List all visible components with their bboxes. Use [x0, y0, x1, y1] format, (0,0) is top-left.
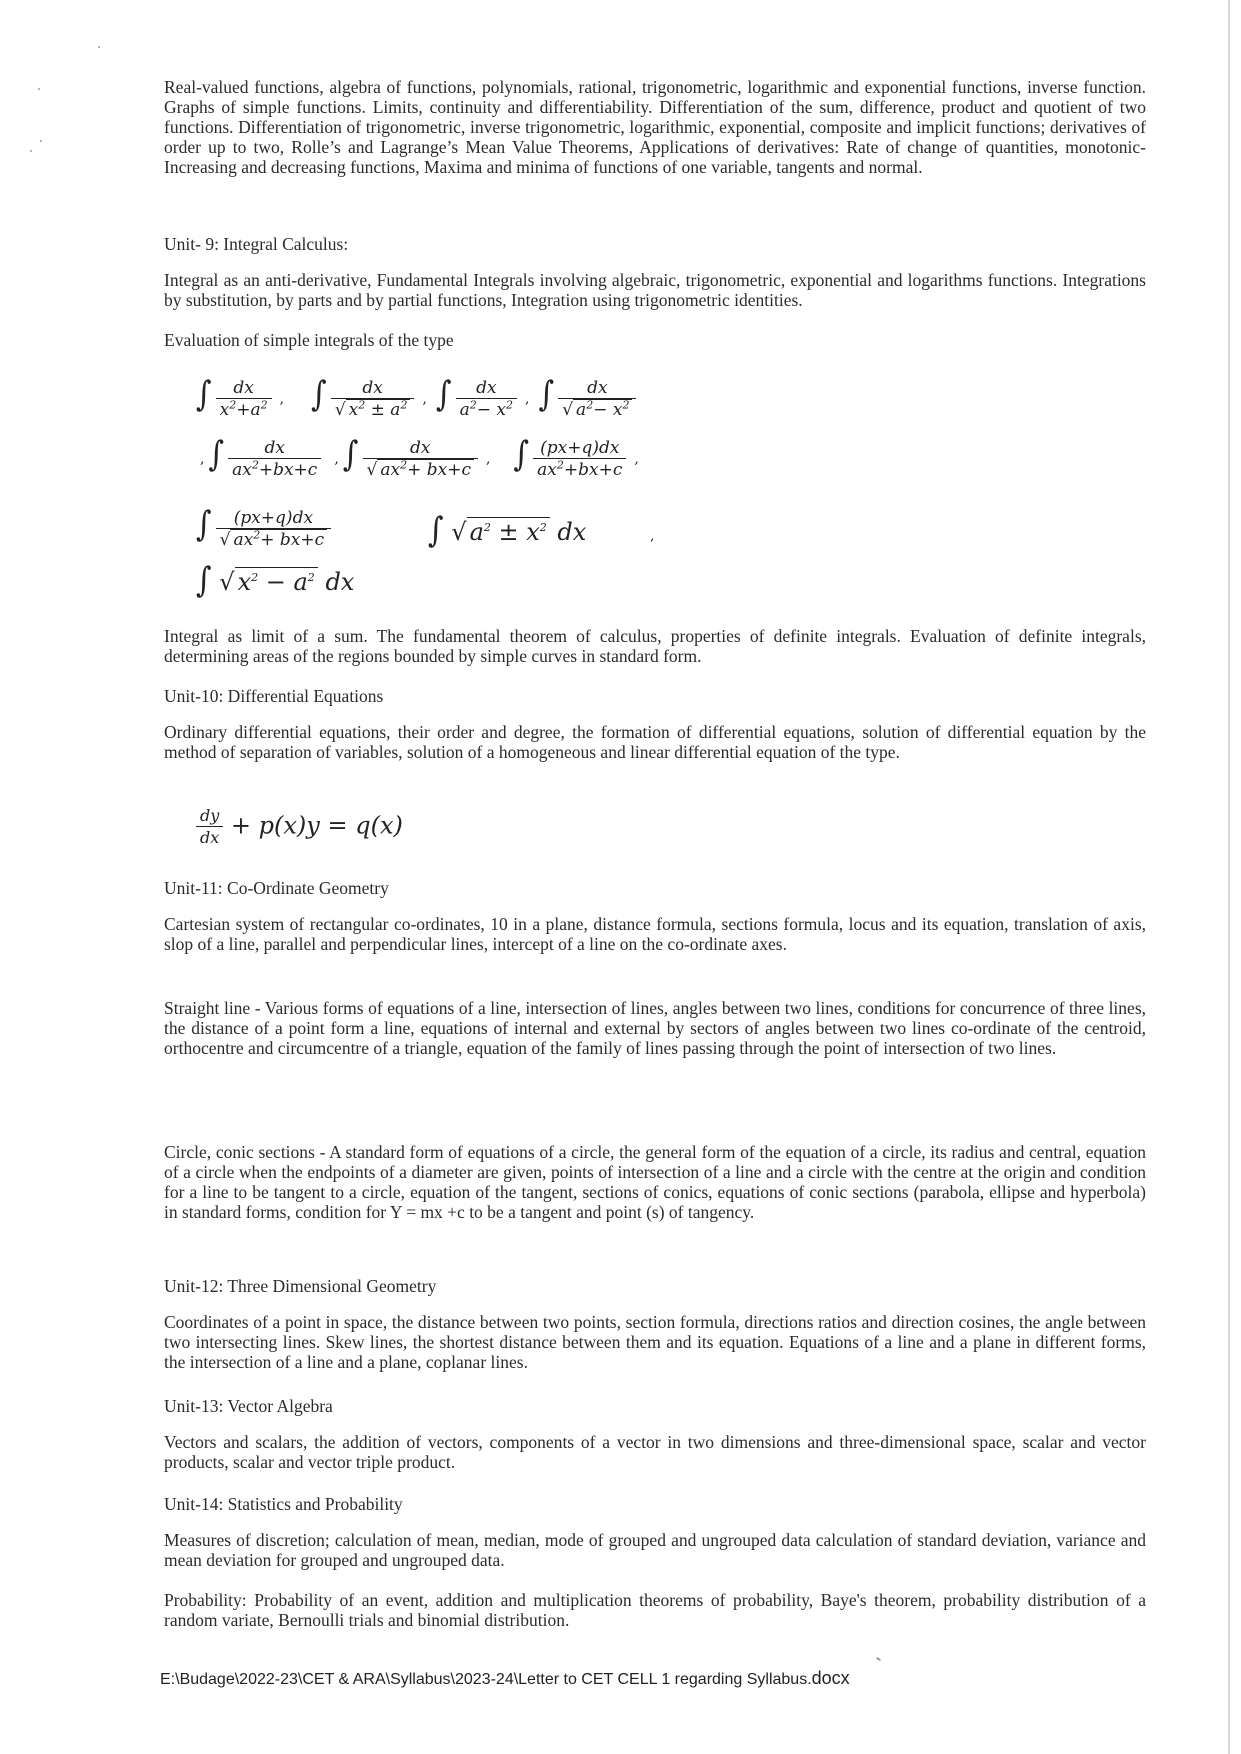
heading-unit-14: Unit-14: Statistics and Probability [164, 1494, 403, 1514]
paragraph-definite-integrals: Integral as limit of a sum. The fundamental theorem of calculus, properties of definite integrals. Evaluation of definite integrals, determining areas of the regions bounded by simple curves in standard form. [164, 626, 1146, 666]
paragraph-straight-line: Straight line - Various forms of equations of a line, intersection of lines, angles between two lines, conditions for concurrence of three lines, the distance of a point form a line, equations of internal and external by sectors of angles between two lines co-ordinate of the centroid, orthocentre and circumcentre of a triangle, equation of the family of lines passing through the point of intersection of two lines. [164, 998, 1146, 1058]
heading-unit-11: Unit-11: Co-Ordinate Geometry [164, 878, 389, 898]
heading-unit-9: Unit- 9: Integral Calculus: [164, 234, 349, 254]
paragraph-probability: Probability: Probability of an event, addition and multiplication theorems of probability, Baye's theorem, probability distribution of a random variate, Bernoulli trials and binomial distribution. [164, 1590, 1146, 1630]
paragraph-cartesian-system: Cartesian system of rectangular co-ordinates, 10 in a plane, distance formula, sections formula, locus and its equation, translation of axis, slop of a line, parallel and perpendicular lines, intercept of a line on the co-ordinate axes. [164, 914, 1146, 954]
integral-sqrt-x2-minus-a2: ∫ √ $x^2 - a^2$ dx [196, 560, 355, 601]
integral-formulas-row-1: ∫ $\frac{dx}{x^2+a^2}$ , ∫ $\frac{dx}{√ x^2 \pm a^2}$ , ∫ $\frac{dx}{a^2- x^2}$ , ∫ $\frac{dx}{√ a^2- x^2}$ [196, 378, 640, 420]
heading-unit-13: Unit-13: Vector Algebra [164, 1396, 333, 1416]
integral-formulas-row-3: ∫ $\frac{(px+q)dx}{√ ax^2+ bx+c}$ [196, 508, 335, 550]
integral-sqrt-a2-pm-x2: ∫ √ $a^2 \pm x^2$ dx , [428, 510, 655, 551]
footer-path-text: E:\Budage\2022-23\CET & ARA\Syllabus\2023-24\Letter to CET CELL 1 regarding Syllabus. [160, 1671, 812, 1688]
scan-speck [876, 1657, 881, 1662]
paragraph-circle-conics: Circle, conic sections - A standard form of equations of a circle, the general form of the equation of a circle, its radius and central, equation of a circle when the endpoints of a diameter are given, points of intersection of a line and a circle with the centre at the origin and condition for a line to be tangent to a circle, equation of the tangent, sections of conics, equations of conic sections (parabola, ellipse and hyperbola) in standard forms, condition for Y = mx +c to be a tangent and point (s) of tangency. [164, 1142, 1146, 1222]
paragraph-statistics: Measures of discretion; calculation of mean, median, mode of grouped and ungrouped data calculation of standard deviation, variance and mean deviation for grouped and ungrouped data. [164, 1530, 1146, 1570]
integral-formulas-row-2: , ∫ $\frac{dx}{ax^2+bx+c}$ , ∫ $\frac{dx}{√ ax^2+ bx+c}$ , ∫ $\frac{(px+q)dx}{ax^2+bx+c}$ , [200, 433, 639, 480]
scan-speck [98, 46, 100, 48]
scan-speck [30, 150, 32, 152]
paragraph-calculus-intro: Real-valued functions, algebra of functions, polynomials, rational, trigonometric, logarithmic and exponential functions, inverse function. Graphs of simple functions. Limits, continuity and differentiability. Differentiation of the sum, difference, product and quotient of two functions. Differentiation of trigonometric, inverse trigonometric, logarithmic, exponential, composite and implicit functions; derivatives of order up to two, Rolle’s and Lagrange’s Mean Value Theorems, Applications of derivatives: Rate of change of quantities, monotonic-Increasing and decreasing functions, Maxima and minima of functions of one variable, tangents and normal. [164, 77, 1146, 177]
paragraph-integral-intro: Integral as an anti-derivative, Fundamental Integrals involving algebraic, trigonometric, exponential and logarithms functions. Integrations by substitution, by parts and by partial functions, Integration using trigonometric identities. [164, 270, 1146, 310]
heading-unit-12: Unit-12: Three Dimensional Geometry [164, 1276, 437, 1296]
linear-differential-equation: $\frac{dy}{dx}$ + p(x)y = q(x) [196, 806, 403, 848]
footer-file-path [160, 1668, 850, 1690]
scan-speck [38, 88, 40, 90]
footer-path-extension: docx [811, 1668, 850, 1688]
page-edge-shadow [1228, 0, 1230, 1754]
heading-unit-10: Unit-10: Differential Equations [164, 686, 384, 706]
paragraph-evaluation-type: Evaluation of simple integrals of the type [164, 330, 454, 350]
scan-speck [40, 140, 42, 142]
paragraph-differential-equations: Ordinary differential equations, their order and degree, the formation of differential equations, solution of differential equation by the method of separation of variables, solution of a homogeneous and linear differential equation of the type. [164, 722, 1146, 762]
paragraph-vector-algebra: Vectors and scalars, the addition of vectors, components of a vector in two dimensions and three-dimensional space, scalar and vector products, scalar and vector triple product. [164, 1432, 1146, 1472]
paragraph-three-dimensional: Coordinates of a point in space, the distance between two points, section formula, directions ratios and direction cosines, the angle between two intersecting lines. Skew lines, the shortest distance between them and its equation. Equations of a line and a plane in different forms, the intersection of a line and a plane, coplanar lines. [164, 1312, 1146, 1372]
